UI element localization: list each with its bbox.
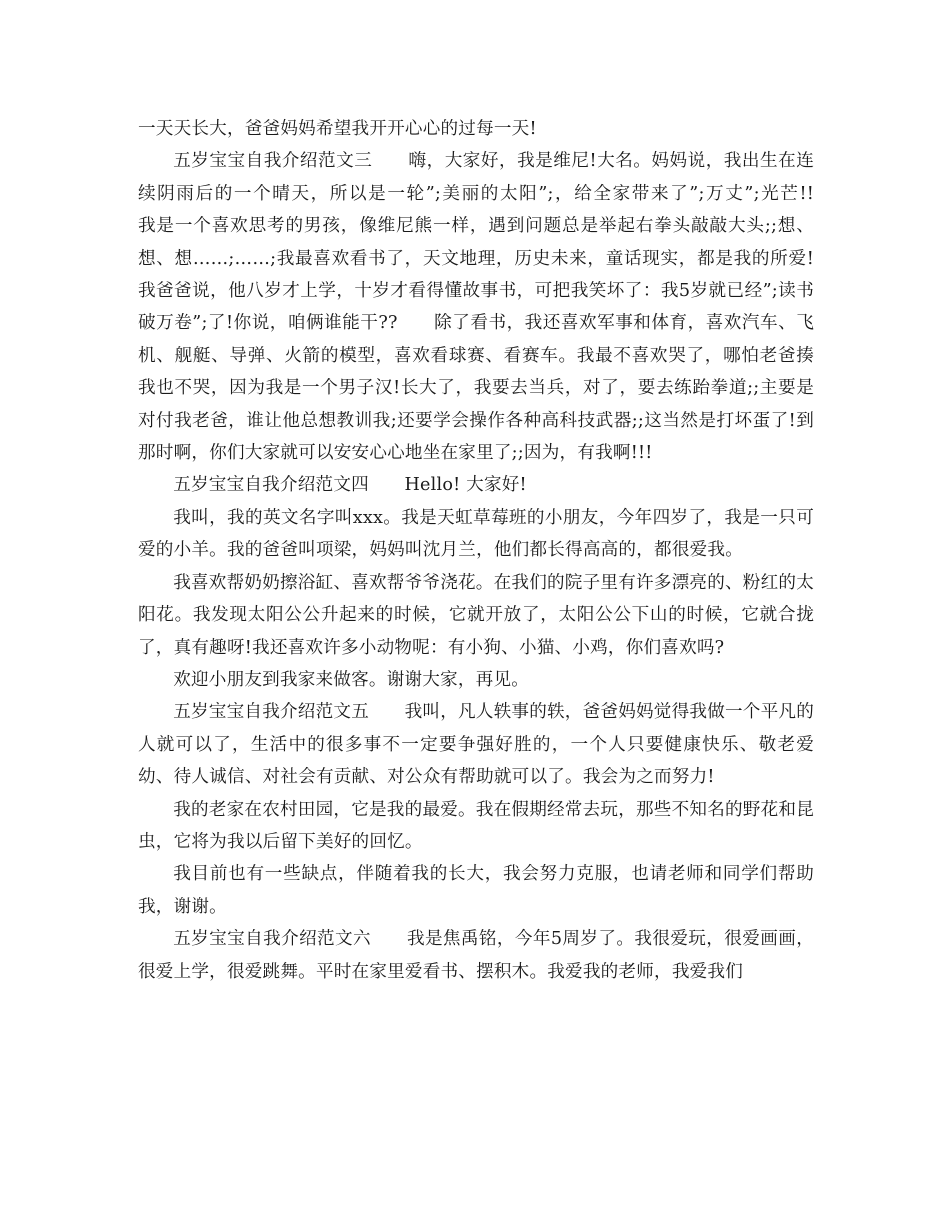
paragraph-sample-five-hometown: 我的老家在农村田园，它是我的最爱。我在假期经常去玩，那些不知名的野花和昆虫，它将为我以后留下美好的回忆。 bbox=[138, 799, 814, 852]
paragraph-continuation: 一天天长大，爸爸妈妈希望我开开心心的过每一天! bbox=[138, 119, 537, 139]
paragraph-sample-four-heading: 五岁宝宝自我介绍范文四 Hello! 大家好! bbox=[173, 475, 527, 496]
paragraph-sample-six: 五岁宝宝自我介绍范文六 我是焦禹铭，今年5周岁了。我很爱玩，很爱画画，很爱上学，很爱跳舞。平时在家里爱看书、摆积木。我爱我的老师，我爱我们 bbox=[138, 929, 814, 982]
paragraph-sample-four-intro: 我叫，我的英文名字叫xxx。我是天虹草莓班的小朋友，今年四岁了，我是一只可爱的小羊。我的爸爸叫项梁，妈妈叫沈月兰，他们都长得高高的，都很爱我。 bbox=[138, 507, 814, 561]
paragraph-sample-five-closing: 我目前也有一些缺点，伴随着我的长大，我会努力克服，也请老师和同学们帮助我，谢谢。 bbox=[138, 864, 814, 917]
document-body bbox=[138, 113, 850, 988]
paragraph-sample-four-closing: 欢迎小朋友到我家来做客。谢谢大家，再见。 bbox=[173, 669, 530, 690]
paragraph-sample-three: 五岁宝宝自我介绍范文三 嗨，大家好，我是维尼!大名。妈妈说，我出生在连续阴雨后的一个晴天，所以是一轮”;美丽的太阳”;，给全家带来了”;万丈”;光芒!! 我是一个喜欢思考的男孩，像维尼熊一样，遇到问题总是举起右拳头敲敲大头;;想、想、想……;……;我最喜欢看书了，天文地理，历史未来，童话现实，都是我的所爱!我爸爸说，他八岁才上学，十岁才看得懂故事书，可把我笑坏了：我5岁就已经”;读书破万卷”;了!你说，咱俩谁能干?? 除了看书，我还喜欢军事和体育，喜欢汽车、飞机、舰艇、导弹、火箭的模型，喜欢看球赛、看赛车。我最不喜欢哭了，哪怕老爸揍我也不哭，因为我是一个男子汉!长大了，我要去当兵，对了，要去练跆拳道;;主要是对付我老爸，谁让他总想教训我;还要学会操作各种高科技武器;;这当然是打坏蛋了!到那时啊，你们大家就可以安安心心地坐在家里了;;因为，有我啊!!! bbox=[138, 151, 850, 464]
paragraph-sample-five: 五岁宝宝自我介绍范文五 我叫，凡人轶事的轶，爸爸妈妈觉得我做一个平凡的人就可以了，生活中的很多事不一定要争强好胜的，一个人只要健康快乐、敬老爱幼、待人诚信、对社会有贡献、对公众有帮助就可以了。我会为之而努力! bbox=[138, 702, 814, 788]
paragraph-sample-four-hobbies: 我喜欢帮奶奶擦浴缸、喜欢帮爷爷浇花。在我们的院子里有许多漂亮的、粉红的太阳花。我发现太阳公公升起来的时候，它就开放了，太阳公公下山的时候，它就合拢了，真有趣呀!我还喜欢许多小动物呢：有小狗、小猫、小鸡，你们喜欢吗? bbox=[138, 572, 814, 658]
